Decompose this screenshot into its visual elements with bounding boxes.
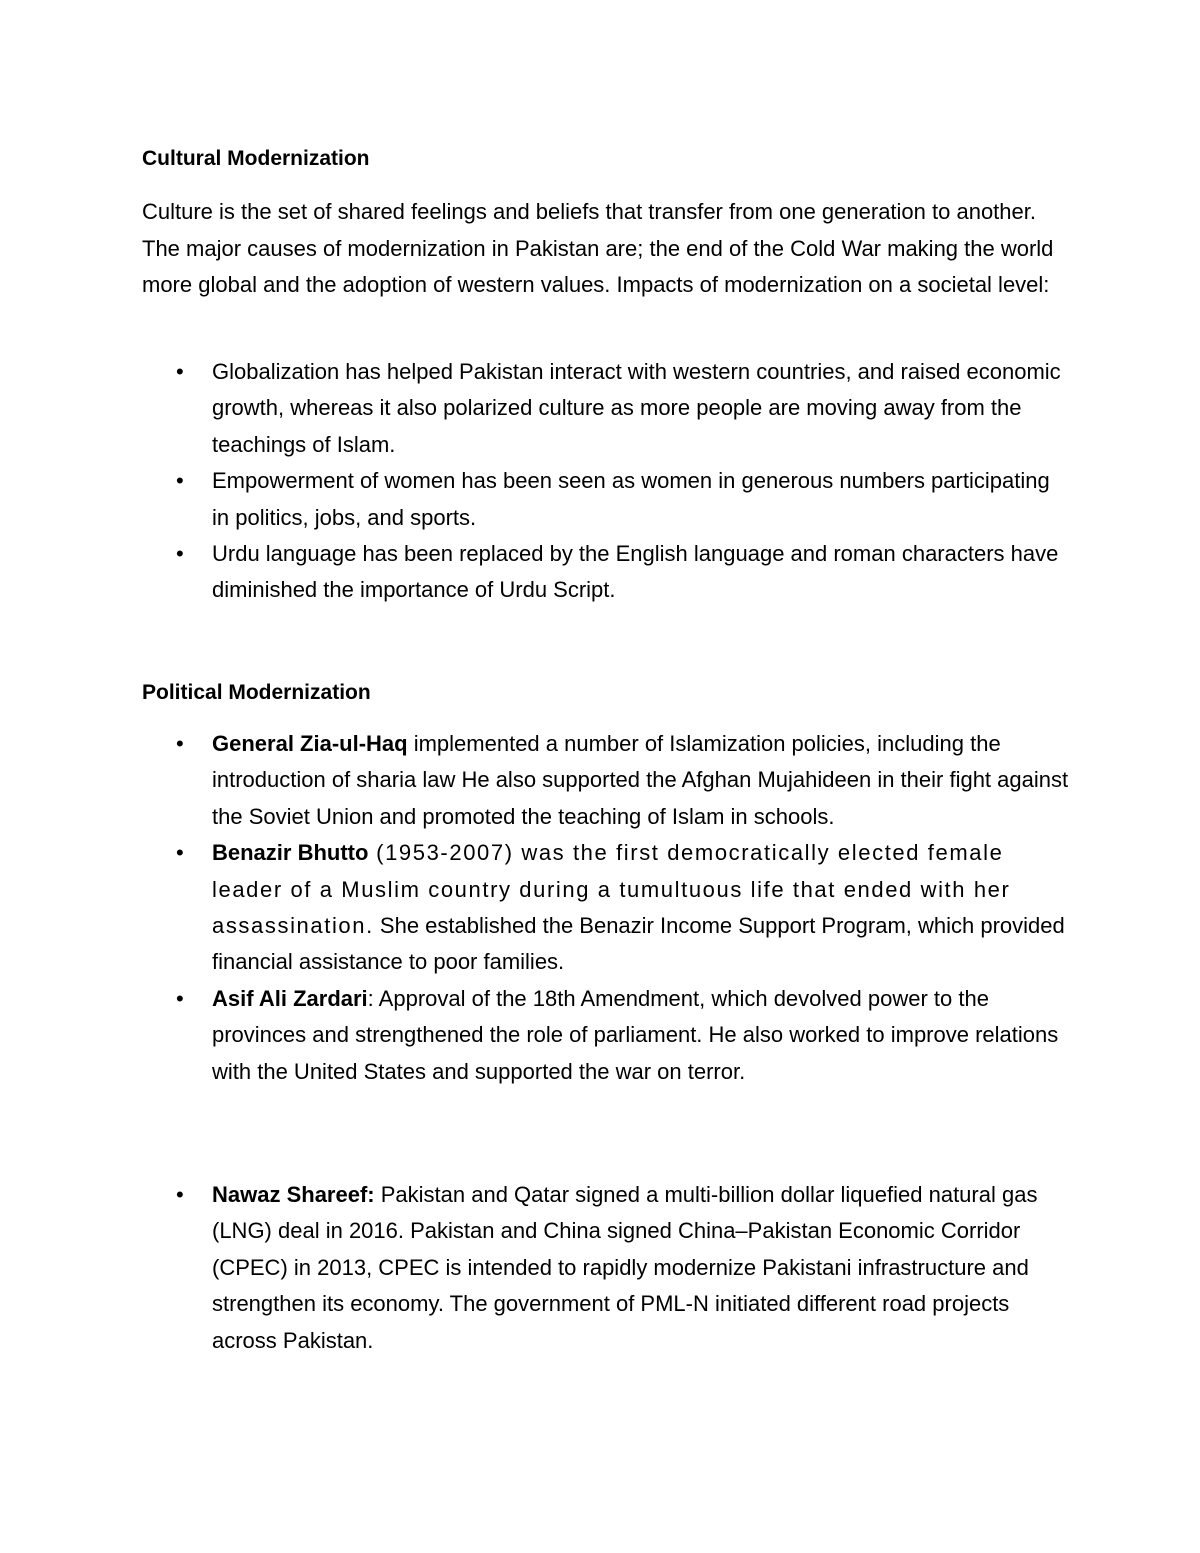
leader-name: General Zia-ul-Haq (212, 731, 408, 756)
bullet-icon: • (176, 731, 184, 756)
list-item (142, 835, 1072, 981)
leader-description-spaced: (1953-2007) was the first democratically elected female leader of a Muslim country during a tumultuous life that ended with her assassination. (212, 840, 1011, 939)
list-item (142, 1177, 1072, 1359)
leader-description: : Approval of the 18th Amendment, which devolved power to the provinces and strengthened the role of parliament. He also worked to improve relations with the United States and supported the war on terror. (212, 985, 1059, 1084)
list-item (142, 354, 1072, 463)
list-item (142, 463, 1072, 536)
bullet-icon: • (176, 541, 184, 567)
bullet-text: Empowerment of women has been seen as women in generous numbers participating in politics, jobs, and sports. (212, 468, 1050, 530)
political-bullet-list (142, 726, 1072, 1090)
leader-description: implemented a number of Islamization policies, including the introduction of sharia law He also supported the Afghan Mujahideen in their fight against the Soviet Union and promoted the teaching of Islam in schools. (212, 731, 1069, 829)
leader-description: She established the Benazir Income Support Program, which provided financial assistance to poor families. (212, 913, 1065, 975)
leader-description: Pakistan and Qatar signed a multi-billion dollar liquefied natural gas (LNG) deal in 2016. Pakistan and China signed China–Pakistan Economic Corridor (CPEC) in 2013, CPEC is intended to rapidly modernize Pakistani infrastructure and strengthen its economy. The government of PML-N initiated different road projects across Pakistan. (212, 1182, 1038, 1353)
bullet-text: Urdu language has been replaced by the English language and roman characters have diminished the importance of Urdu Script. (212, 541, 1059, 603)
list-item (142, 536, 1072, 609)
political-heading: Political Modernization (142, 681, 371, 704)
leader-name: Asif Ali Zardari (212, 985, 368, 1011)
political-bullet-list-continued (142, 1177, 1072, 1359)
list-item (142, 981, 1072, 1090)
cultural-heading: Cultural Modernization (142, 147, 370, 170)
bullet-icon: • (176, 985, 184, 1011)
bullet-icon: • (176, 1182, 184, 1207)
cultural-bullet-list (142, 354, 1072, 609)
bullet-icon: • (176, 468, 184, 494)
leader-name: Benazir Bhutto (212, 840, 369, 866)
list-item (142, 726, 1072, 835)
leader-name: Nawaz Shareef: (212, 1182, 375, 1207)
cultural-paragraph: Culture is the set of shared feelings and beliefs that transfer from one generation to another. The major causes of modernization in Pakistan are; the end of the Cold War making the world more global and the adoption of western values. Impacts of modernization on a societal level: (142, 199, 1054, 298)
bullet-text: Globalization has helped Pakistan interact with western countries, and raised economic growth, whereas it also polarized culture as more people are moving away from the teachings of Islam. (212, 359, 1061, 457)
bullet-icon: • (176, 840, 184, 866)
bullet-icon: • (176, 359, 184, 384)
